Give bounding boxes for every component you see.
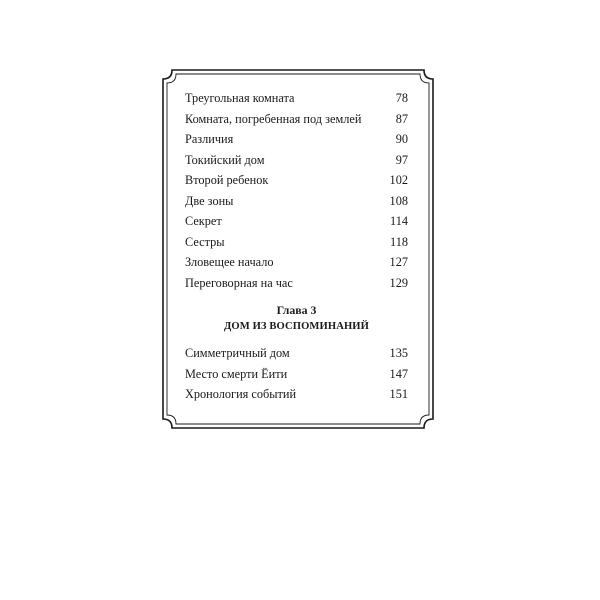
toc-entry[interactable] bbox=[185, 109, 408, 130]
toc-entry[interactable] bbox=[185, 384, 408, 405]
toc-entry[interactable] bbox=[185, 252, 408, 273]
toc-entry-title: Переговорная на час bbox=[185, 275, 293, 290]
toc-entry-title: Секрет bbox=[185, 214, 222, 228]
toc-entry-page: 87 bbox=[395, 111, 408, 126]
toc-entry-page: 90 bbox=[395, 132, 408, 146]
toc-entry[interactable] bbox=[185, 273, 408, 294]
toc-entry-page: 108 bbox=[389, 193, 408, 208]
toc-entry-title: Токийский дом bbox=[185, 152, 265, 167]
toc-entry[interactable] bbox=[185, 191, 408, 212]
chapter-heading bbox=[185, 302, 408, 335]
toc-entry[interactable] bbox=[185, 211, 408, 232]
toc-entry[interactable] bbox=[185, 170, 408, 191]
toc-entry-page: 78 bbox=[395, 91, 408, 105]
toc-entry-page: 97 bbox=[395, 152, 408, 167]
toc-entry-page: 151 bbox=[389, 387, 408, 401]
toc-entry-page: 118 bbox=[390, 234, 408, 249]
toc-entry-page: 127 bbox=[389, 255, 408, 269]
toc-entry-title: Треугольная комната bbox=[185, 91, 295, 105]
toc-entry[interactable] bbox=[185, 88, 408, 109]
toc-entry-page: 135 bbox=[389, 346, 408, 360]
toc-entry-title: Второй ребенок bbox=[185, 173, 269, 187]
toc-entry-page: 147 bbox=[389, 366, 408, 381]
toc-entry-title: Комната, погребенная под землей bbox=[185, 111, 362, 126]
chapter-title: ДОМ ИЗ ВОСПОМИНАНИЙ bbox=[224, 320, 369, 332]
toc-entry-title: Сестры bbox=[185, 234, 225, 249]
toc-entry-title: Хронология событий bbox=[185, 387, 297, 401]
toc-entry-title: Различия bbox=[185, 132, 234, 146]
toc-entry[interactable] bbox=[185, 150, 408, 171]
toc-entry[interactable] bbox=[185, 232, 408, 253]
toc-entry-page: 102 bbox=[389, 173, 408, 187]
toc-entry[interactable] bbox=[185, 364, 408, 385]
toc-entry-title: Две зоны bbox=[185, 193, 234, 208]
toc-entry[interactable] bbox=[185, 343, 408, 364]
table-of-contents bbox=[185, 88, 408, 405]
toc-entry-title: Зловещее начало bbox=[185, 255, 274, 269]
toc-entry-title: Место смерти Ёити bbox=[185, 366, 288, 381]
toc-entry-page: 114 bbox=[390, 214, 408, 228]
toc-entry-title: Симметричный дом bbox=[185, 346, 290, 360]
chapter-number: Глава 3 bbox=[276, 303, 317, 317]
toc-entry[interactable] bbox=[185, 129, 408, 150]
toc-entry-page: 129 bbox=[389, 275, 408, 290]
